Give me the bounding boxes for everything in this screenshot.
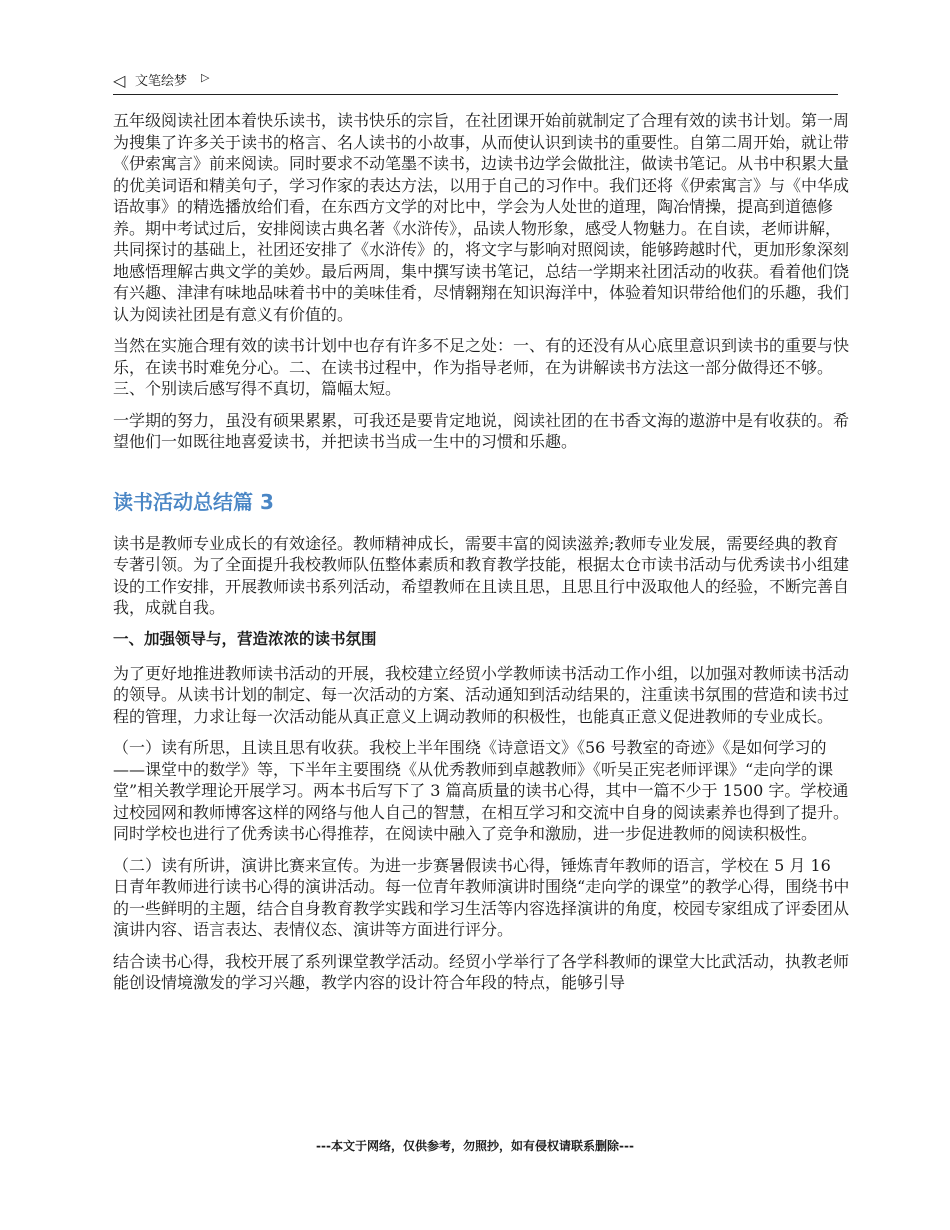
paragraph: （二）读有所讲，演讲比赛来宣传。为进一步赛暑假读书心得，锤炼青年教师的语言，学校在 5 月 16 日青年教师进行读书心得的演讲活动。每一位青年教师演讲时围绕“走向学的课堂”的教学心得，围绕书中的一些鲜明的主题，结合自身教育教学实践和学习生活等内容选择演讲的角度，校园专家组成了评委团从演讲内容、语言表达、表情仪态、演讲等方面进行评分。: [113, 855, 850, 939]
paragraph: （一）读有所思，且读且思有收获。我校上半年围绕《诗意语文》《56 号教室的奇迹》《是如何学习的——课堂中的数学》等，下半年主要围绕《从优秀教师到卓越教师》《听吴正宪老师评课》“走向学的课堂”相关教学理论开展学习。两本书后写下了 3 篇高质量的读书心得，其中一篇不少于 1500 字。学校通过校园网和教师博客这样的网络与他人自己的智慧，在相互学习和交流中自身的阅读素养也得到了提升。同时学校也进行了优秀读书心得推荐，在阅读中融入了竞争和激励，进一步促进教师的阅读积极性。: [113, 738, 850, 843]
document-body: [113, 110, 851, 1004]
subheading: 一、加强领导与，营造浓浓的读书氛围: [113, 629, 377, 648]
paragraph: 一学期的努力，虽没有硕果累累，可我还是要肯定地说，阅读社团的在书香文海的遨游中是有收获的。希望他们一如既往地喜爱读书，并把读书当成一生中的习惯和乐趣。: [113, 410, 850, 451]
paragraph: 五年级阅读社团本着快乐读书，读书快乐的宗旨，在社团课开始前就制定了合理有效的读书计划。第一周为搜集了许多关于读书的格言、名人读书的小故事，从而使认识到读书的重要性。自第二周开始，就让带《伊索寓言》前来阅读。同时要求不动笔墨不读书，边读书边学会做批注，做读书笔记。从书中积累大量的优美词语和精美句子，学习作家的表达方法，以用于自己的习作中。我们还将《伊索寓言》与《中华成语故事》的精选播放给们看，在东西方文学的对比中，学会为人处世的道理，陶冶情操，提高到道德修养。期中考试过后，安排阅读古典名著《水浒传》，品读人物形象，感受人物魅力。在自读，老师讲解，共同探讨的基础上，社团还安排了《水浒传》的，将文字与影响对照阅读，能够跨越时代，更加形象深刻地感悟理解古典文学的美妙。最后两周，集中撰写读书笔记，总结一学期来社团活动的收获。看着他们饶有兴趣、津津有味地品味着书中的美味佳肴，尽情翱翔在知识海洋中，体验着知识带给他们的乐趣，我们认为阅读社团是有意义有价值的。: [113, 111, 850, 324]
page-footer: ---本文于网络，仅供参考，勿照抄，如有侵权请联系删除---: [316, 1139, 634, 1153]
paragraph: 当然在实施合理有效的读书计划中也存有许多不足之处：一、有的还没有从心底里意识到读书的重要与快乐，在读书时难免分心。二、在读书过程中，作为指导老师，在为讲解读书方法这一部分做得还不够。三、个别读后感写得不真切，篇幅太短。: [113, 336, 850, 398]
page-header: [113, 70, 838, 95]
left-triangle-icon: ◁: [113, 71, 126, 90]
brand-label: 文笔绘梦: [135, 74, 188, 89]
right-triangle-icon: ▷: [201, 71, 210, 84]
paragraph: 为了更好地推进教师读书活动的开展，我校建立经贸小学教师读书活动工作小组，以加强对教师读书活动的领导。从读书计划的制定、每一次活动的方案、活动通知到活动结果的，注重读书氛围的营造和读书过程的管理，力求让每一次活动能从真正意义上调动教师的积极性，也能真正意义促进教师的专业成长。: [113, 663, 850, 726]
paragraph: 结合读书心得，我校开展了系列课堂教学活动。经贸小学举行了各学科教师的课堂大比武活动，执教老师能创设情境激发的学习兴趣，教学内容的设计符合年段的特点，能够引导: [113, 951, 850, 992]
paragraph: 读书是教师专业成长的有效途径。教师精神成长，需要丰富的阅读滋养;教师专业发展，需要经典的教育专著引领。为了全面提升我校教师队伍整体素质和教育教学技能，根据太仓市读书活动与优秀读书小组建设的工作安排，开展教师读书系列活动，希望教师在且读且思，且思且行中汲取他人的经验，不断完善自我，成就自我。: [113, 533, 850, 617]
section-title: 读书活动总结篇 3: [113, 489, 274, 514]
